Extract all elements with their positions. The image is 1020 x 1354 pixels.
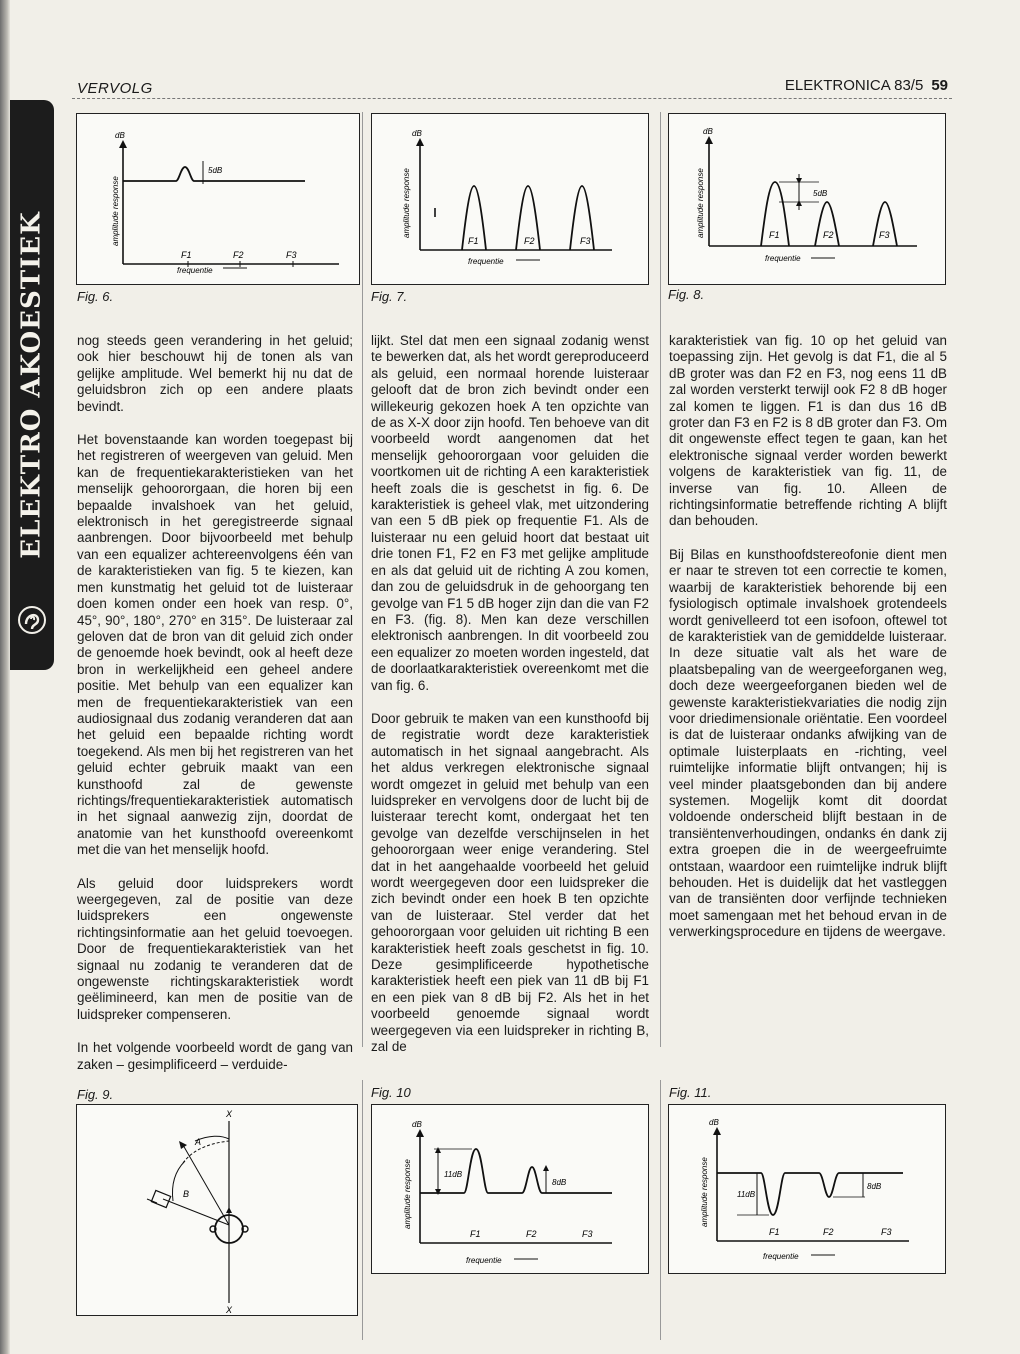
y-axis-label: amplitude response (111, 176, 120, 246)
paragraph: lijkt. Stel dat men een signaal zodanig wenst te bewerken dat, als het wordt gereproduceerd als geluid, een normaal horende luisteraar gelooft dat de bron zich bevindt onder een willekeurig gekozen hoek A ten opzichte van de as X-X door zijn hoofd. Ten behoeve van dit voorbeeld wordt aangenomen dat het menselijk gehoororgaan voor geluiden die voortkomen uit de richting A een karakteristiek heeft zoals die is geschetst in fig. 6. De karakteristiek is geheel vlak, met uitzondering van een 5 dB piek op frequentie F1. Als de luisteraar nu een geluid hoort dat bestaat uit drie tonen F1, F2 en F3 met gelijke amplitude en als dat geluid uit de richting A zou komen, dan zou de geluidsdruk in de gehoorgang ten gevolge van F1 5 dB hoger zijn dan die van F2 en F3. (fig. 8). Men kan deze verschillen elektronisch aanbrengen. In dit voorbeeld zou een equalizer zo moeten worden ingesteld, dat de doorlaatkarakteristiek overeenkomt met die van fig. 6. (371, 333, 649, 693)
y-unit: dB (709, 1118, 719, 1127)
peak-annotation: 5dB (813, 189, 828, 198)
y-axis-label: amplitude response (402, 168, 411, 238)
dip-annotation-8db: 8dB (867, 1182, 882, 1191)
tick-f3: F3 (881, 1227, 892, 1237)
x-axis-label: frequentie (763, 1252, 799, 1261)
column-separator (362, 1080, 363, 1340)
y-axis-label: amplitude response (700, 1157, 709, 1227)
figure-7 (371, 113, 649, 285)
tick-f2: F2 (526, 1229, 537, 1239)
section-sidebar (10, 100, 54, 670)
paragraph: Het bovenstaande kan worden toegepast bij het registreren of weergeven van geluid. Men kan de frequentiekarakteristieken van het menselijk gehoororgaan, die horen bij een bepaalde invalshoek van het geluid, elektronisch in het geregistreerde signaal aanbrengen. Door bijvoorbeeld met behulp van een equalizer achtereenvolgens één van de karakteristieken van fig. 5 te kiezen, kan men kunstmatig het geluid tot de luisteraar doen komen onder een hoek van resp. 0°, 45°, 90°, 180°, 270° en 315°. De luisteraar zal geloven dat de bron van dit geluid zich onder de genoemde hoek bevindt, ook al heeft deze bron in werkelijkheid een geheel andere positie. Met behulp van een equalizer kan men de frequentiekarakteristiek van een audiosignaal dus zodanig veranderen dat aan het geluid een bepaalde richting wordt toegekend. Als men bij het registreren van het geluid echter gebruik maakt van een kunsthoofd zal de gewenste richtings/frequentiekarakteristiek automatisch in het signaal aanwezig zijn, doordat de anatomie van het kunsthoofd overeenkomt met die van het menselijk hoofd. (77, 432, 353, 858)
section-title: ELEKTRO AKOESTIEK (17, 211, 48, 559)
angle-a-label: A (195, 1137, 202, 1147)
journal-issue: ELEKTRONICA 83/5 (784, 77, 924, 94)
tick-f1: F1 (769, 230, 780, 240)
figure-11-caption: Fig. 11. (669, 1085, 712, 1100)
header-rule (72, 98, 952, 99)
journal-header (785, 77, 948, 94)
tick-f3: F3 (580, 236, 591, 246)
figure-10-caption: Fig. 10 (371, 1085, 411, 1100)
tick-f1: F1 (470, 1229, 481, 1239)
text-column-3 (669, 333, 947, 941)
figure-9-caption: Fig. 9. (77, 1087, 114, 1102)
peak-annotation: 5dB (208, 166, 223, 175)
paragraph: Bij Bilas en kunsthoofdstereofonie dient men er naar te streven tot een correctie te komen, waarbij de karakteristiek behorende bij een fysiologisch optimale invalshoek grotendeels wordt genivelleerd tot een isofoon, oftewel tot de karakteristiek van de gemiddelde luisteraar. In deze situatie valt als het ware de plaatsbepaling van de weergeeforganen weg, doch deze weergeeforganen bieden wel de gewenste karakteristiekvariaties die nodig zijn voor driedimensionale oriëntatie. Een voordeel is dat de luisteraar ondanks afwijking van de optimale luisterplaats en -richting, veel ruimtelijke informatie blijft ontvangen; hij is veel minder plaatsgebonden dan bij andere systemen. Mogelijk komt dit doordat voldoende onderscheid blijft bestaan in de transiëntenverhoudingen, ondanks én dank zij extra groepen die in de weergeefruimte ontstaan, waardoor een ruimtelijke indruk blijft behouden. Het is duidelijk dat het vastleggen van de transiënten door verfijnde technieken moet samengaan met het behoud ervan in de verwerkingsprocedure en tijdens de weergave. (669, 546, 947, 940)
figure-6-caption: Fig. 6. (77, 289, 114, 304)
axis-x-bottom: X (226, 1305, 233, 1315)
tick-f1: F1 (181, 250, 192, 260)
x-axis-label: frequentie (468, 257, 504, 266)
angle-b-label: B (183, 1189, 190, 1199)
axis-x-top: X (226, 1109, 233, 1119)
text-column-2 (371, 333, 649, 1055)
section-header: VERVOLG (77, 80, 153, 97)
tick-f2: F2 (524, 236, 535, 246)
column-separator (362, 112, 363, 1047)
paragraph: nog steeds geen verandering in het geluid; ook hier beschouwt hij de tonen als van gelijke amplitude. Wel bemerkt hij nu dat de geluidsbron zich op een andere plaats bevindt. (77, 333, 353, 414)
x-axis-label: frequentie (177, 266, 213, 275)
y-unit: dB (412, 129, 422, 138)
paragraph: In het volgende voorbeeld wordt de gang van zaken – gesimplificeerd – verduide- (77, 1040, 353, 1072)
dip-annotation-11db: 11dB (737, 1190, 756, 1199)
tick-f1: F1 (468, 236, 479, 246)
tick-f3: F3 (879, 230, 890, 240)
figure-6 (76, 113, 360, 285)
y-unit: dB (412, 1120, 422, 1129)
y-axis-label: amplitude response (403, 1159, 412, 1229)
figure-9 (76, 1104, 358, 1316)
y-unit: dB (115, 131, 125, 140)
text-column-1 (77, 333, 353, 1073)
tick-f1: F1 (769, 1227, 780, 1237)
peak-annotation-11db: 11dB (444, 1170, 463, 1179)
figure-8 (668, 113, 946, 285)
figure-7-caption: Fig. 7. (371, 289, 408, 304)
ear-logo-icon (12, 600, 52, 640)
figure-8-caption: Fig. 8. (668, 287, 705, 302)
x-axis-label: frequentie (765, 254, 801, 263)
paragraph: Als geluid door luidsprekers wordt weergegeven, zal de positie van deze luidsprekers een ongewenste richtingsinformatie aan het geluid toevoegen. Door de frequentiekarakteristiek van het signaal nu zodanig te veranderen dat de ongewenste richtingskarakteristiek wordt geëlimineerd, kan men de positie van de luidspreker compenseren. (77, 875, 353, 1022)
x-axis-label: frequentie (466, 1256, 502, 1265)
paragraph: Door gebruik te maken van een kunsthoofd bij de registratie wordt deze karakteristiek automatisch in het signaal aangebracht. Als het aldus verkregen elektronische signaal wordt omgezet in geluid met behulp van een luidspreker en vervolgens door de lucht bij de luisteraar terecht komt, ondergaat het ten gevolge van dezelfde verschijnselen in het gehoororgaan weer enige verandering. Stel dat in het aangehaalde voorbeeld het geluid wordt weergegeven door een luidspreker die zich bevindt onder een hoek B ten opzichte van de luisteraar. Stel verder dat het gehoororgaan voor geluiden uit richting B een karakteristiek heeft zoals geschetst in fig. 10. Deze gesimplificeerde hypothetische karakteristiek heeft een piek van 11 dB bij F1 en een piek van 8 dB bij F2. Als het in het voorbeeld genoemde signaal wordt weergegeven via een luidspreker in richting B, zal de (371, 710, 649, 1055)
column-separator (660, 112, 661, 1047)
page-number: 59 (931, 77, 948, 94)
figure-10 (371, 1104, 649, 1274)
paragraph: karakteristiek van fig. 10 op het geluid van toepassing zijn. Het gevolg is dat F1, die al 5 dB groter was dan F2 en F3, nog eens 11 dB zal worden versterkt terwijl ook F2 8 dB hoger zal komen te liggen. F1 is dan dus 16 dB groter dan F3 en F2 is 8 dB groter dan F3. Om dit ongewenste effect tegen te gaan, kan het elektronische signaal verder worden bewerkt volgens de karakteristiek van fig. 11, de inverse van fig. 10. Alleen de richtingsinformatie betreffende richting A blijft dan behouden. (669, 333, 947, 529)
tick-f2: F2 (233, 250, 244, 260)
tick-f3: F3 (286, 250, 297, 260)
figure-11 (668, 1104, 946, 1274)
tick-f3: F3 (582, 1229, 593, 1239)
tick-f2: F2 (823, 1227, 834, 1237)
y-unit: dB (703, 127, 713, 136)
tick-f2: F2 (823, 230, 834, 240)
column-separator (660, 1080, 661, 1340)
page-binding-shadow (0, 0, 10, 1354)
peak-annotation-8db: 8dB (552, 1178, 567, 1187)
y-axis-label: amplitude response (696, 168, 705, 238)
